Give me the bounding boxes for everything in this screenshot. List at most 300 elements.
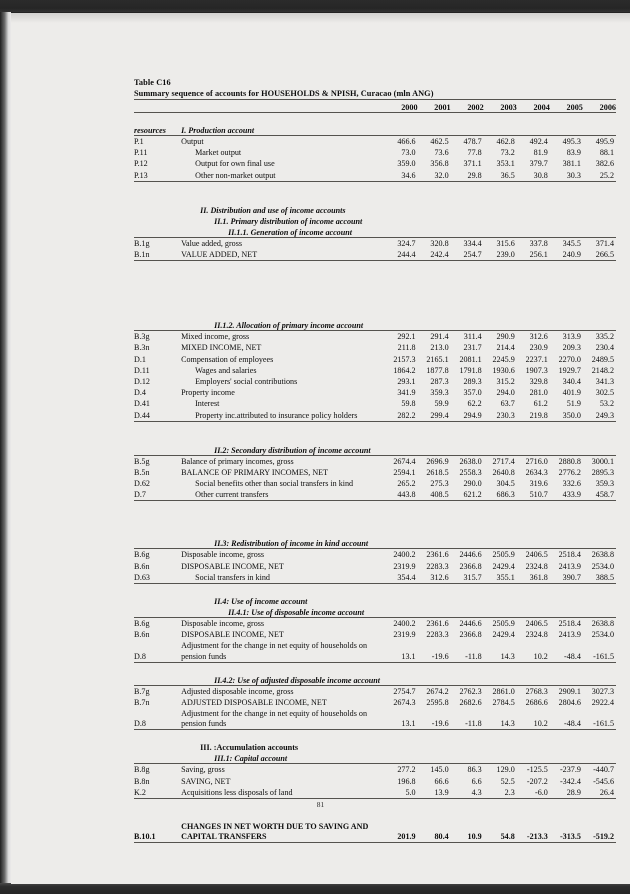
row-code: B.6n	[134, 630, 150, 640]
cell-2002: 2558.3	[459, 467, 482, 477]
row-label: Other non-market output	[181, 170, 384, 182]
page-number: 81	[316, 800, 325, 809]
cell-2004: 10.2	[517, 718, 550, 730]
row-label: BALANCE OF PRIMARY INCOMES, NET	[181, 467, 329, 477]
column-header-2005: 2005	[550, 100, 583, 113]
row-label: Adjusted disposable income, gross	[181, 686, 294, 696]
section-header-capital-account	[134, 752, 616, 764]
section-header-redistribution-in-kind	[134, 537, 616, 549]
cell-2005: -48.4	[550, 650, 583, 662]
cell-2001: 2283.3	[426, 561, 449, 571]
row-label: Property income	[181, 388, 235, 398]
cell-2006: 2489.5	[591, 354, 614, 364]
cell-2005: -342.4	[559, 776, 581, 786]
cell-2004: 2634.3	[525, 467, 548, 477]
row-label: Value added, gross	[181, 238, 243, 248]
cell-2000: 2319.9	[393, 630, 416, 640]
cell-2006: 26.4	[583, 787, 616, 799]
cell-2005: 495.3	[562, 137, 581, 147]
table-row	[134, 718, 616, 730]
cell-2004: 281.0	[529, 388, 548, 398]
row-code: P.1	[134, 137, 144, 147]
cell-2003: 2784.5	[492, 697, 515, 707]
cell-2003: 2640.8	[492, 467, 515, 477]
table-row	[134, 331, 616, 343]
cell-2002: -11.8	[451, 718, 484, 730]
cell-2002: 621.2	[451, 489, 484, 501]
row-code: B.8n	[134, 776, 150, 786]
cell-2003: 462.8	[496, 137, 515, 147]
cell-2006: 53.2	[599, 399, 614, 409]
table-row	[134, 467, 616, 478]
cell-2003: 129.0	[496, 765, 515, 775]
table-row	[134, 775, 616, 786]
spacer	[134, 421, 616, 444]
table-row	[134, 249, 616, 261]
section-label-ii-2: II.2: Secondary distribution of income account	[181, 444, 616, 456]
table-header-row	[134, 100, 616, 113]
cell-2001: 80.4	[418, 831, 451, 843]
cell-2000: 13.1	[385, 718, 418, 730]
cell-2006: 388.5	[583, 572, 616, 584]
section-code-blank	[134, 319, 181, 331]
row-code: D.44	[134, 409, 181, 421]
cell-2002: 290.0	[463, 479, 482, 489]
row-label: Interest	[195, 399, 220, 409]
cell-2001: 32.0	[418, 170, 451, 182]
cell-2006: 2148.2	[591, 365, 614, 375]
cell-2003: 239.0	[484, 249, 517, 261]
table-row	[134, 478, 616, 489]
cell-2000: 293.1	[397, 376, 416, 386]
cell-2006: 341.3	[595, 376, 614, 386]
row-code: D.7	[134, 489, 181, 501]
row-label: Social benefits other than social transfers in kind	[195, 479, 354, 489]
cell-2003: 686.3	[484, 489, 517, 501]
cell-2001: 359.3	[430, 388, 449, 398]
cell-2001: 2165.1	[426, 354, 449, 364]
table-row	[134, 342, 616, 353]
cell-2005: 313.9	[562, 332, 581, 342]
cell-2000: 2319.9	[393, 561, 416, 571]
table-row	[134, 237, 616, 249]
cell-2003: 14.3	[484, 718, 517, 730]
cell-2001: 242.4	[418, 249, 451, 261]
table-row	[134, 617, 616, 629]
cell-2000: 59.8	[401, 399, 416, 409]
table-row	[134, 365, 616, 376]
cell-2000: 73.0	[401, 148, 416, 158]
cell-2003: 2717.4	[492, 456, 515, 466]
cell-2006: 266.5	[583, 249, 616, 261]
cell-2003: 36.5	[484, 170, 517, 182]
spacer	[134, 113, 616, 125]
table-id: Table C16	[134, 78, 171, 87]
section-code-blank	[134, 444, 181, 456]
cell-2002: 4.3	[451, 787, 484, 799]
row-code: P.11	[134, 148, 148, 158]
cell-2004: 219.8	[517, 409, 550, 421]
row-code: B.3n	[134, 343, 150, 353]
cell-2005: 332.6	[562, 479, 581, 489]
cell-2005: 2880.8	[558, 456, 581, 466]
cell-2003: 355.1	[484, 572, 517, 584]
cell-2005: 2804.6	[558, 697, 581, 707]
cell-2000: 1864.2	[393, 365, 416, 375]
cell-2000: 2400.2	[393, 550, 416, 560]
cell-2000: 34.6	[385, 170, 418, 182]
table-row	[134, 387, 616, 398]
table-row-wrap	[134, 821, 616, 831]
cell-2004: 510.7	[517, 489, 550, 501]
cell-2004: 2716.0	[525, 456, 548, 466]
cell-2002: 86.3	[467, 765, 482, 775]
cell-2002: 289.3	[463, 376, 482, 386]
scan-edge-bottom	[0, 883, 630, 894]
section-label-ii-1-1: II.1.1. Generation of income account	[181, 226, 616, 238]
cell-2004: 379.7	[529, 159, 548, 169]
cell-2002: 2081.1	[459, 354, 482, 364]
section-code-blank	[134, 595, 181, 606]
table-row	[134, 354, 616, 365]
header-blank-label	[181, 100, 384, 113]
table-row	[134, 409, 616, 421]
cell-2005: 2518.4	[558, 619, 581, 629]
cell-2000: 2754.7	[393, 686, 416, 696]
resources-label: resources	[134, 124, 181, 136]
cell-2003: 63.7	[500, 399, 515, 409]
row-label: Disposable income, gross	[181, 550, 265, 560]
cell-2004: 337.8	[529, 238, 548, 248]
cell-2005: 345.5	[562, 238, 581, 248]
cell-2003: 290.9	[496, 332, 515, 342]
row-code: B.10.1	[134, 831, 181, 843]
row-code-blank	[134, 640, 181, 650]
cell-2004: 2237.1	[525, 354, 548, 364]
cell-2003: 294.0	[496, 388, 515, 398]
cell-2001: 291.4	[430, 332, 449, 342]
table-row	[134, 697, 616, 708]
cell-2005: 350.0	[550, 409, 583, 421]
cell-2000: 277.2	[397, 765, 416, 775]
cell-2000: 201.9	[385, 831, 418, 843]
table-row	[134, 650, 616, 662]
section-code-blank	[134, 752, 181, 764]
cell-2000: 292.1	[397, 332, 416, 342]
cell-2002: 77.8	[467, 148, 482, 158]
scan-edge-top	[0, 0, 630, 14]
section-label-ii-4: II.4: Use of income account	[214, 596, 308, 606]
cell-2005: 401.9	[562, 388, 581, 398]
cell-2002: 2446.6	[459, 619, 482, 629]
cell-2004: 10.2	[517, 650, 550, 662]
row-label: Output for own final use	[195, 159, 275, 169]
cell-2000: 341.9	[397, 388, 416, 398]
cell-2003: 1930.6	[492, 365, 515, 375]
cell-2004: -207.2	[526, 776, 548, 786]
cell-2001: 462.5	[430, 137, 449, 147]
row-label: Compensation of employees	[181, 354, 274, 364]
cell-2003: 315.2	[496, 376, 515, 386]
cell-2001: -19.6	[418, 650, 451, 662]
cell-2004: -6.0	[517, 787, 550, 799]
cell-2004: 256.1	[517, 249, 550, 261]
cell-2001: 2595.8	[426, 697, 449, 707]
cell-2006: 2895.3	[591, 467, 614, 477]
column-header-2006: 2006	[583, 100, 616, 113]
section-code-blank	[134, 606, 181, 618]
cell-2005: 2776.2	[558, 467, 581, 477]
cell-2002: 315.7	[451, 572, 484, 584]
cell-2006: 3027.3	[591, 686, 614, 696]
cell-2004: 61.2	[533, 399, 548, 409]
row-code: D.4	[134, 388, 146, 398]
cell-2001: 66.6	[434, 776, 449, 786]
cell-2002: 62.2	[467, 399, 482, 409]
cell-2001: 2361.6	[426, 550, 449, 560]
section-label-ii-1-2: II.1.2. Allocation of primary income account	[181, 319, 616, 331]
row-label: Employers' social contributions	[195, 376, 298, 386]
row-code: B.6g	[134, 619, 150, 629]
cell-2006: -161.5	[583, 718, 616, 730]
section-label-i: I. Production account	[181, 124, 616, 136]
table-row-wrap	[134, 640, 616, 650]
row-code: D.11	[134, 365, 150, 375]
cell-2003: 52.5	[500, 776, 515, 786]
row-label: Output	[181, 137, 204, 147]
cell-2004: 319.6	[529, 479, 548, 489]
section-header-distribution	[134, 204, 616, 215]
cell-2005: 433.9	[550, 489, 583, 501]
row-label: Balance of primary incomes, gross	[181, 456, 294, 466]
cell-2000: 354.4	[385, 572, 418, 584]
cell-2005: 390.7	[550, 572, 583, 584]
cell-2006: -161.5	[583, 650, 616, 662]
row-code: B.5n	[134, 467, 150, 477]
page-title: Summary sequence of accounts for HOUSEHOLDS & NPISH, Curacao (mln ANG)	[134, 89, 434, 98]
section-code-blank	[134, 537, 181, 549]
row-label-line2: CAPITAL TRANSFERS	[181, 831, 384, 843]
section-label-ii-4-1: II.4.1: Use of disposable income account	[181, 606, 616, 618]
cell-2001: 2674.2	[426, 686, 449, 696]
row-code: D.8	[134, 650, 181, 662]
section-header-use-of-adjusted-disposable-income	[134, 674, 616, 686]
cell-2006: 88.1	[599, 148, 614, 158]
row-label: Property inc.attributed to insurance policy holders	[181, 409, 384, 421]
row-code: D.12	[134, 376, 150, 386]
row-label: MIXED INCOME, NET	[181, 343, 262, 353]
row-label-line1: Adjustment for the change in net equity of households on	[181, 641, 367, 651]
cell-2000: 265.2	[397, 479, 416, 489]
cell-2004: 492.4	[529, 137, 548, 147]
cell-2002: 2366.8	[459, 630, 482, 640]
header-blank-code	[134, 100, 181, 113]
cell-2005: 28.9	[550, 787, 583, 799]
cell-2005: 209.3	[562, 343, 581, 353]
cell-2005: 83.9	[566, 148, 581, 158]
table-row	[134, 158, 616, 169]
section-label-iii: III. :Accumulation accounts	[200, 743, 299, 753]
row-code: D.41	[134, 399, 150, 409]
table-row-wrap	[134, 708, 616, 718]
cell-2003: 2505.9	[492, 550, 515, 560]
cell-2004: 2406.5	[525, 550, 548, 560]
table-row	[134, 787, 616, 799]
cell-2006: -519.2	[583, 831, 616, 843]
cell-2003: 304.5	[496, 479, 515, 489]
section-code-blank	[134, 204, 181, 215]
cell-2006: 2638.8	[591, 550, 614, 560]
spacer	[134, 181, 616, 204]
cell-2006: 3000.1	[591, 456, 614, 466]
cell-2000: 196.8	[397, 776, 416, 786]
cell-2000: 359.0	[397, 159, 416, 169]
spacer	[134, 583, 616, 595]
row-label: Acquisitions less disposals of land	[181, 787, 384, 799]
cell-2002: 2638.0	[459, 456, 482, 466]
row-code: P.13	[134, 170, 181, 182]
section-code-blank	[134, 741, 181, 752]
accounts-table	[134, 99, 616, 843]
cell-2000: 282.2	[385, 409, 418, 421]
cell-2000: 2157.3	[393, 354, 416, 364]
cell-2003: 14.3	[484, 650, 517, 662]
cell-2000: 2400.2	[393, 619, 416, 629]
cell-2003: 2505.9	[492, 619, 515, 629]
cell-2001: 312.6	[418, 572, 451, 584]
cell-2005: -313.5	[550, 831, 583, 843]
column-header-2003: 2003	[484, 100, 517, 113]
table-container	[134, 78, 616, 843]
cell-2001: 275.3	[430, 479, 449, 489]
row-code: B.3g	[134, 332, 150, 342]
cell-2000: 466.6	[397, 137, 416, 147]
cell-2006: 230.4	[595, 343, 614, 353]
table-row	[134, 455, 616, 467]
cell-2001: 299.4	[418, 409, 451, 421]
cell-2003: 2245.9	[492, 354, 515, 364]
cell-2001: 356.8	[430, 159, 449, 169]
section-header-primary-distribution	[134, 215, 616, 226]
cell-2004: -125.5	[526, 765, 548, 775]
cell-2006: 2534.0	[591, 561, 614, 571]
section-label-ii-1: II.1. Primary distribution of income account	[214, 216, 363, 226]
column-header-2004: 2004	[517, 100, 550, 113]
cell-2006: 2638.8	[591, 619, 614, 629]
cell-2002: 311.4	[463, 332, 482, 342]
cell-2004: 2768.3	[525, 686, 548, 696]
cell-2005: 30.3	[550, 170, 583, 182]
column-header-2000: 2000	[385, 100, 418, 113]
cell-2002: 29.8	[451, 170, 484, 182]
table-row	[134, 136, 616, 148]
row-label-line1: CHANGES IN NET WORTH DUE TO SAVING AND	[181, 821, 369, 831]
cell-2004: 230.9	[529, 343, 548, 353]
cell-2002: 2446.6	[459, 550, 482, 560]
row-code: B.8g	[134, 765, 150, 775]
row-code: D.8	[134, 718, 181, 730]
row-code: B.7g	[134, 686, 150, 696]
row-code: B.7n	[134, 697, 150, 707]
cell-2000: 443.8	[385, 489, 418, 501]
cell-2000: 13.1	[385, 650, 418, 662]
cell-2002: 294.9	[451, 409, 484, 421]
cell-2001: 1877.8	[426, 365, 449, 375]
cell-2006: 458.7	[583, 489, 616, 501]
cell-2004: 2324.8	[525, 561, 548, 571]
cell-2001: 408.5	[418, 489, 451, 501]
cell-2006: 25.2	[583, 170, 616, 182]
row-label: Market output	[195, 148, 242, 158]
row-code: D.1	[134, 354, 146, 364]
table-row	[134, 549, 616, 561]
row-code: D.62	[134, 479, 150, 489]
cell-2004: 2324.8	[525, 630, 548, 640]
cell-2002: 357.0	[463, 388, 482, 398]
cell-2002: 334.4	[463, 238, 482, 248]
cell-2004: 1907.3	[525, 365, 548, 375]
cell-2000: 2674.4	[393, 456, 416, 466]
section-header-production	[134, 124, 616, 136]
cell-2005: 51.9	[566, 399, 581, 409]
row-label: Other current transfers	[181, 489, 384, 501]
row-label: Wages and salaries	[195, 365, 257, 375]
row-code: K.2	[134, 787, 181, 799]
cell-2006: 2922.4	[591, 697, 614, 707]
cell-2000: 324.7	[397, 238, 416, 248]
cell-2005: 2413.9	[558, 630, 581, 640]
cell-2006: 335.2	[595, 332, 614, 342]
cell-2002: 254.7	[451, 249, 484, 261]
row-label-line2: pension funds	[181, 650, 384, 662]
spacer	[134, 730, 616, 742]
cell-2002: 6.6	[471, 776, 482, 786]
table-row	[134, 572, 616, 584]
row-code: B.1g	[134, 238, 150, 248]
row-label: DISPOSABLE INCOME, NET	[181, 630, 284, 640]
page-sheet	[11, 13, 630, 884]
cell-2002: 231.7	[463, 343, 482, 353]
cell-2003: 353.1	[496, 159, 515, 169]
section-code-blank	[134, 226, 181, 238]
cell-2004: 30.8	[517, 170, 550, 182]
row-code: B.6n	[134, 561, 150, 571]
spacer	[134, 501, 616, 538]
row-label: DISPOSABLE INCOME, NET	[181, 561, 284, 571]
section-code-blank	[134, 674, 181, 686]
row-code: D.63	[134, 572, 181, 584]
cell-2001: 213.0	[430, 343, 449, 353]
table-row	[134, 489, 616, 501]
cell-2006: -545.6	[593, 776, 614, 786]
cell-2002: 371.1	[463, 159, 482, 169]
cell-2005: 340.4	[562, 376, 581, 386]
cell-2005: 2270.0	[558, 354, 581, 364]
section-header-use-of-disposable-income	[134, 606, 616, 618]
cell-2006: 382.6	[595, 159, 614, 169]
cell-2004: 329.8	[529, 376, 548, 386]
cell-2005: -48.4	[550, 718, 583, 730]
section-header-generation-of-income	[134, 226, 616, 238]
cell-2002: -11.8	[451, 650, 484, 662]
cell-2003: 2429.4	[492, 630, 515, 640]
cell-2005: 240.9	[550, 249, 583, 261]
cell-2001: 2361.6	[426, 619, 449, 629]
cell-2005: 2413.9	[558, 561, 581, 571]
cell-2000: 5.0	[385, 787, 418, 799]
row-label: Social transfers in kind	[181, 572, 384, 584]
cell-2003: 2429.4	[492, 561, 515, 571]
